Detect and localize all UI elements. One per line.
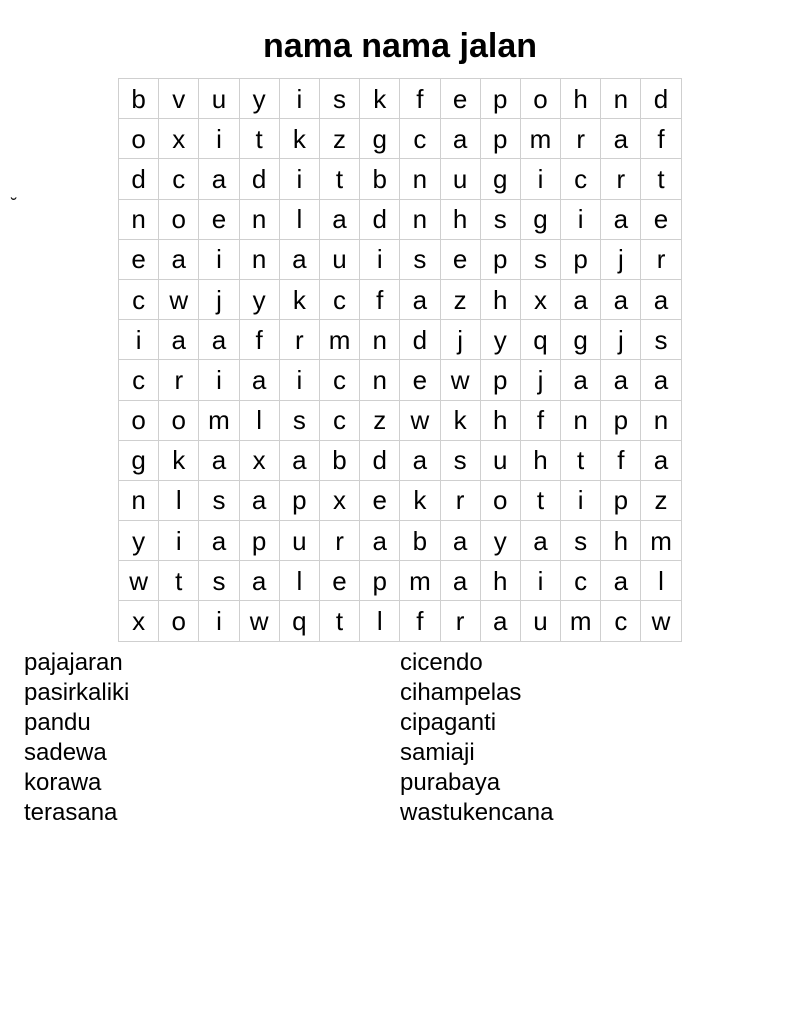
grid-cell[interactable]: r: [441, 481, 481, 521]
grid-cell[interactable]: i: [360, 240, 400, 280]
grid-cell[interactable]: c: [400, 119, 440, 159]
word-list-item: sadewa: [24, 739, 107, 766]
grid-cell[interactable]: p: [240, 521, 280, 561]
grid-cell[interactable]: q: [280, 601, 320, 641]
grid-cell[interactable]: j: [521, 360, 561, 400]
grid-cell[interactable]: i: [521, 561, 561, 601]
grid-cell[interactable]: n: [561, 401, 601, 441]
word-list-item: pasirkaliki: [24, 679, 130, 706]
grid-cell[interactable]: a: [561, 360, 601, 400]
grid-cell[interactable]: t: [641, 159, 681, 199]
grid-cell[interactable]: u: [199, 79, 239, 119]
grid-cell[interactable]: f: [641, 119, 681, 159]
grid-row: [119, 240, 682, 280]
grid-cell[interactable]: a: [601, 280, 641, 320]
grid-cell[interactable]: a: [240, 360, 280, 400]
grid-cell[interactable]: i: [199, 601, 239, 641]
grid-cell[interactable]: i: [521, 159, 561, 199]
grid-cell[interactable]: m: [199, 401, 239, 441]
grid-cell[interactable]: p: [481, 79, 521, 119]
grid-cell[interactable]: p: [360, 561, 400, 601]
grid-cell[interactable]: y: [481, 320, 521, 360]
grid-cell[interactable]: m: [641, 521, 681, 561]
grid-cell[interactable]: i: [159, 521, 199, 561]
grid-cell[interactable]: a: [481, 601, 521, 641]
grid-cell[interactable]: e: [441, 79, 481, 119]
grid-cell[interactable]: d: [119, 159, 159, 199]
grid-cell[interactable]: t: [561, 441, 601, 481]
grid-row: [119, 601, 682, 641]
grid-cell[interactable]: g: [119, 441, 159, 481]
grid-cell[interactable]: p: [561, 240, 601, 280]
grid-cell[interactable]: a: [199, 159, 239, 199]
grid-cell[interactable]: p: [481, 360, 521, 400]
grid-cell[interactable]: g: [561, 320, 601, 360]
grid-cell[interactable]: b: [320, 441, 360, 481]
word-list-item: samiaji: [400, 739, 475, 766]
grid-cell[interactable]: k: [280, 119, 320, 159]
grid-cell[interactable]: l: [240, 401, 280, 441]
grid-cell[interactable]: z: [320, 119, 360, 159]
grid-cell[interactable]: m: [561, 601, 601, 641]
grid-cell[interactable]: p: [601, 401, 641, 441]
grid-cell[interactable]: n: [641, 401, 681, 441]
grid-cell[interactable]: g: [481, 159, 521, 199]
grid-cell[interactable]: n: [360, 320, 400, 360]
grid-cell[interactable]: r: [601, 159, 641, 199]
grid-cell[interactable]: m: [521, 119, 561, 159]
grid-cell[interactable]: a: [159, 240, 199, 280]
grid-cell[interactable]: i: [561, 481, 601, 521]
grid-cell[interactable]: j: [601, 240, 641, 280]
grid-cell[interactable]: a: [199, 521, 239, 561]
grid-cell[interactable]: a: [601, 200, 641, 240]
grid-row: [119, 200, 682, 240]
grid-cell[interactable]: i: [199, 119, 239, 159]
grid-cell[interactable]: k: [400, 481, 440, 521]
grid-cell[interactable]: s: [441, 441, 481, 481]
grid-cell[interactable]: n: [601, 79, 641, 119]
grid-cell[interactable]: b: [360, 159, 400, 199]
grid-cell[interactable]: i: [280, 360, 320, 400]
grid-cell[interactable]: h: [521, 441, 561, 481]
grid-cell[interactable]: t: [240, 119, 280, 159]
word-list-item: cihampelas: [400, 679, 522, 706]
grid-cell[interactable]: f: [360, 280, 400, 320]
grid-row: [119, 159, 682, 199]
grid-cell[interactable]: g: [521, 200, 561, 240]
grid-cell[interactable]: l: [280, 200, 320, 240]
grid-row: [119, 360, 682, 400]
grid-cell[interactable]: s: [400, 240, 440, 280]
grid-cell[interactable]: o: [521, 79, 561, 119]
grid-cell[interactable]: w: [441, 360, 481, 400]
grid-cell[interactable]: j: [199, 280, 239, 320]
grid-cell[interactable]: n: [360, 360, 400, 400]
grid-cell[interactable]: a: [199, 441, 239, 481]
grid-cell[interactable]: i: [280, 159, 320, 199]
grid-cell[interactable]: k: [280, 280, 320, 320]
grid-cell[interactable]: u: [320, 240, 360, 280]
grid-row: [119, 521, 682, 561]
grid-cell[interactable]: y: [240, 280, 280, 320]
grid-cell[interactable]: f: [240, 320, 280, 360]
grid-cell[interactable]: i: [280, 79, 320, 119]
stray-mark: ˘: [11, 195, 17, 215]
grid-cell[interactable]: a: [641, 441, 681, 481]
grid-row: [119, 320, 682, 360]
word-list-item: cipaganti: [400, 709, 497, 736]
grid-cell[interactable]: l: [641, 561, 681, 601]
grid-cell[interactable]: s: [521, 240, 561, 280]
grid-cell[interactable]: o: [119, 401, 159, 441]
grid-row: [119, 441, 682, 481]
grid-cell[interactable]: a: [400, 441, 440, 481]
grid-cell[interactable]: j: [601, 320, 641, 360]
grid-cell[interactable]: a: [641, 280, 681, 320]
grid-row: [119, 481, 682, 521]
word-list-item: korawa: [24, 769, 102, 796]
grid-cell[interactable]: a: [320, 200, 360, 240]
grid-cell[interactable]: e: [441, 240, 481, 280]
grid-cell[interactable]: d: [360, 200, 400, 240]
grid-cell[interactable]: b: [119, 79, 159, 119]
grid-cell[interactable]: n: [119, 200, 159, 240]
grid-cell[interactable]: a: [199, 320, 239, 360]
grid-cell[interactable]: u: [481, 441, 521, 481]
grid-cell[interactable]: s: [641, 320, 681, 360]
grid-cell[interactable]: d: [240, 159, 280, 199]
word-list-item: purabaya: [400, 769, 501, 796]
grid-cell[interactable]: l: [360, 601, 400, 641]
grid-cell[interactable]: y: [240, 79, 280, 119]
grid-cell[interactable]: l: [159, 481, 199, 521]
grid-cell[interactable]: k: [360, 79, 400, 119]
grid-cell[interactable]: a: [360, 521, 400, 561]
grid-cell[interactable]: z: [360, 401, 400, 441]
grid-cell[interactable]: o: [159, 601, 199, 641]
grid-cell[interactable]: n: [240, 200, 280, 240]
grid-cell[interactable]: h: [441, 200, 481, 240]
grid-cell[interactable]: l: [280, 561, 320, 601]
grid-cell[interactable]: s: [481, 200, 521, 240]
grid-cell[interactable]: z: [441, 280, 481, 320]
grid-cell[interactable]: p: [601, 481, 641, 521]
grid-cell[interactable]: t: [320, 601, 360, 641]
grid-cell[interactable]: o: [159, 200, 199, 240]
grid-cell[interactable]: n: [119, 481, 159, 521]
grid-cell[interactable]: s: [561, 521, 601, 561]
grid-cell[interactable]: t: [159, 561, 199, 601]
grid-cell[interactable]: e: [119, 240, 159, 280]
letter-grid: [118, 78, 682, 642]
grid-cell[interactable]: x: [119, 601, 159, 641]
grid-cell[interactable]: e: [641, 200, 681, 240]
grid-cell[interactable]: t: [320, 159, 360, 199]
grid-cell[interactable]: f: [400, 601, 440, 641]
grid-row: [119, 280, 682, 320]
grid-cell[interactable]: o: [119, 119, 159, 159]
grid-cell[interactable]: p: [280, 481, 320, 521]
grid-cell[interactable]: r: [280, 320, 320, 360]
grid-cell[interactable]: o: [159, 401, 199, 441]
grid-cell[interactable]: a: [601, 561, 641, 601]
word-list-item: cicendo: [400, 649, 483, 676]
grid-cell[interactable]: x: [320, 481, 360, 521]
grid-cell[interactable]: h: [481, 280, 521, 320]
grid-cell[interactable]: n: [400, 159, 440, 199]
grid-cell[interactable]: w: [641, 601, 681, 641]
grid-row: [119, 119, 682, 159]
grid-row: [119, 561, 682, 601]
grid-cell[interactable]: w: [240, 601, 280, 641]
grid-cell[interactable]: c: [320, 280, 360, 320]
word-list-right: [400, 648, 553, 828]
grid-cell[interactable]: a: [280, 240, 320, 280]
grid-cell[interactable]: d: [400, 320, 440, 360]
grid-cell[interactable]: u: [441, 159, 481, 199]
grid-cell[interactable]: i: [199, 240, 239, 280]
grid-cell[interactable]: s: [199, 561, 239, 601]
grid-row: [119, 401, 682, 441]
grid-cell[interactable]: c: [561, 159, 601, 199]
grid-cell[interactable]: s: [280, 401, 320, 441]
grid-cell[interactable]: a: [521, 521, 561, 561]
grid-cell[interactable]: a: [561, 280, 601, 320]
grid-cell[interactable]: z: [641, 481, 681, 521]
grid-cell[interactable]: s: [320, 79, 360, 119]
word-list-item: pajajaran: [24, 649, 123, 676]
grid-cell[interactable]: h: [481, 561, 521, 601]
grid-cell[interactable]: j: [441, 320, 481, 360]
word-list-left: [24, 648, 129, 828]
grid-cell[interactable]: i: [199, 360, 239, 400]
grid-cell[interactable]: d: [360, 441, 400, 481]
grid-cell[interactable]: u: [521, 601, 561, 641]
grid-cell[interactable]: w: [119, 561, 159, 601]
grid-cell[interactable]: s: [199, 481, 239, 521]
grid-cell[interactable]: e: [199, 200, 239, 240]
grid-cell[interactable]: f: [400, 79, 440, 119]
grid-cell[interactable]: u: [280, 521, 320, 561]
grid-cell[interactable]: m: [320, 320, 360, 360]
grid-cell[interactable]: a: [240, 561, 280, 601]
grid-cell[interactable]: b: [400, 521, 440, 561]
grid-cell[interactable]: a: [601, 119, 641, 159]
grid-cell[interactable]: c: [601, 601, 641, 641]
grid-cell[interactable]: h: [481, 401, 521, 441]
grid-cell[interactable]: r: [561, 119, 601, 159]
grid-cell[interactable]: r: [441, 601, 481, 641]
grid-cell[interactable]: a: [441, 561, 481, 601]
grid-cell[interactable]: e: [320, 561, 360, 601]
grid-cell[interactable]: k: [441, 401, 481, 441]
grid-cell[interactable]: a: [441, 521, 481, 561]
grid-cell[interactable]: a: [601, 360, 641, 400]
grid-cell[interactable]: a: [280, 441, 320, 481]
grid-cell[interactable]: c: [119, 280, 159, 320]
grid-cell[interactable]: f: [521, 401, 561, 441]
puzzle-title: nama nama jalan: [262, 27, 537, 65]
grid-cell[interactable]: i: [119, 320, 159, 360]
grid-cell[interactable]: o: [481, 481, 521, 521]
grid-cell[interactable]: c: [561, 561, 601, 601]
word-list-item: terasana: [24, 799, 118, 826]
grid-cell[interactable]: x: [159, 119, 199, 159]
grid-cell[interactable]: c: [159, 159, 199, 199]
grid-cell[interactable]: q: [521, 320, 561, 360]
grid-cell[interactable]: x: [521, 280, 561, 320]
grid-cell[interactable]: n: [400, 200, 440, 240]
grid-cell[interactable]: a: [641, 360, 681, 400]
grid-cell[interactable]: t: [521, 481, 561, 521]
grid-cell[interactable]: c: [320, 360, 360, 400]
grid-cell[interactable]: i: [561, 200, 601, 240]
grid-cell[interactable]: p: [481, 119, 521, 159]
grid-cell[interactable]: k: [159, 441, 199, 481]
grid-cell[interactable]: r: [641, 240, 681, 280]
grid-cell[interactable]: w: [400, 401, 440, 441]
grid-cell[interactable]: f: [601, 441, 641, 481]
grid-cell[interactable]: e: [360, 481, 400, 521]
grid-cell[interactable]: c: [119, 360, 159, 400]
grid-cell[interactable]: y: [481, 521, 521, 561]
grid-cell[interactable]: p: [481, 240, 521, 280]
grid-cell[interactable]: r: [159, 360, 199, 400]
grid-cell[interactable]: v: [159, 79, 199, 119]
grid-cell[interactable]: d: [641, 79, 681, 119]
grid-cell[interactable]: e: [400, 360, 440, 400]
grid-cell[interactable]: h: [561, 79, 601, 119]
word-list-item: wastukencana: [400, 799, 554, 826]
word-list-item: pandu: [24, 709, 91, 736]
grid-cell[interactable]: a: [159, 320, 199, 360]
grid-cell[interactable]: a: [441, 119, 481, 159]
grid-cell[interactable]: r: [320, 521, 360, 561]
grid-cell[interactable]: g: [360, 119, 400, 159]
grid-cell[interactable]: y: [119, 521, 159, 561]
grid-cell[interactable]: h: [601, 521, 641, 561]
grid-cell[interactable]: n: [240, 240, 280, 280]
grid-cell[interactable]: w: [159, 280, 199, 320]
grid-cell[interactable]: x: [240, 441, 280, 481]
grid-cell[interactable]: c: [320, 401, 360, 441]
grid-cell[interactable]: a: [400, 280, 440, 320]
grid-row: [119, 79, 682, 119]
grid-cell[interactable]: a: [240, 481, 280, 521]
grid-cell[interactable]: m: [400, 561, 440, 601]
